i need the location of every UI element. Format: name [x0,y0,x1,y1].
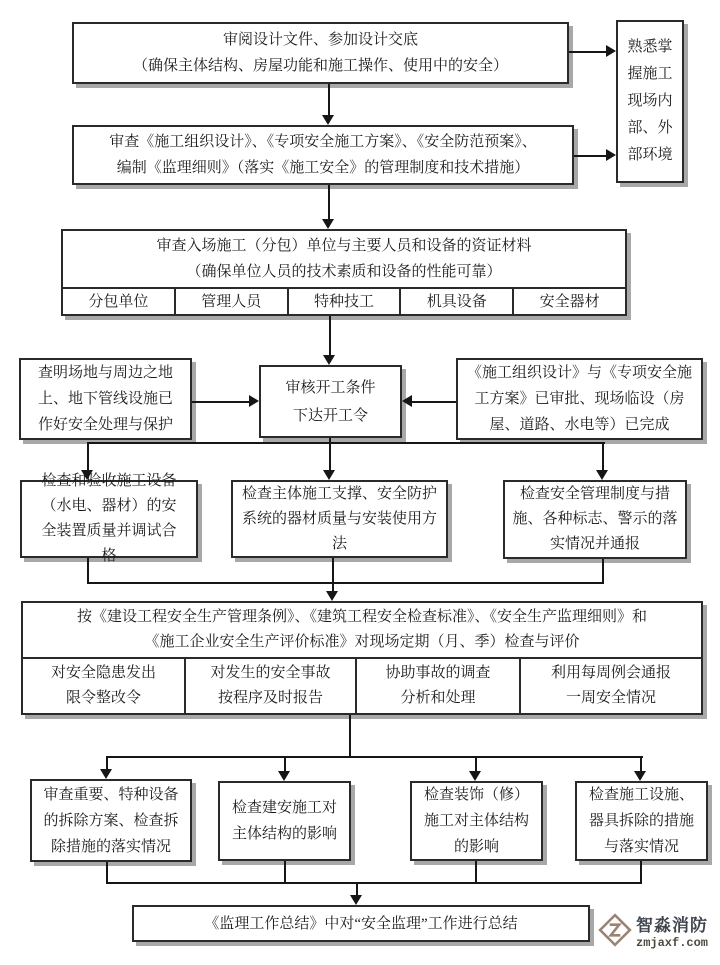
arrow-down-icon [322,115,334,125]
check-decoration-text: 检查装饰（修）施工对主体结构的影响 [423,787,529,855]
periodic-cell-weekly-meeting-line2: 一周安全情况 [565,690,656,706]
arrow-down-icon [81,470,93,480]
check-support-box [231,480,448,558]
entry-cell-special-workers: 特种技工 [287,289,400,314]
connector-branch2-b [284,758,286,772]
periodic-cell-investigation-line2: 分析和处理 [400,690,476,706]
periodic-review-row [23,657,701,713]
connector-periodic-stub [349,715,351,758]
review-plans-box [72,125,574,185]
connector-merge-left [87,558,89,584]
check-removal-text: 检查施工设施、器具拆除的措施与落实情况 [588,787,694,855]
brand-domain: zmjaxf.com [636,935,709,950]
start-conditions-box [259,365,402,438]
review-design-box [72,22,569,84]
review-demolition-box [30,779,192,862]
connector-approved-to-start [412,401,456,403]
periodic-cell-rectification-line1: 对安全隐患发出 [50,665,156,681]
connector-design-to-familiarize [569,51,607,53]
start-conditions-line1: 审核开工条件 [285,379,376,396]
periodic-cell-rectification [23,659,184,713]
periodic-cell-accident-report [184,659,355,713]
entry-cell-safety-gear: 安全器材 [512,289,625,314]
entry-review-table [61,229,627,316]
periodic-review-table [21,601,703,715]
connector-merge-right [602,559,604,584]
periodic-review-title2: 《施工企业安全生产评价标准》对现场定期（月、季）检查与评价 [144,634,580,650]
connector-merge2-b [284,861,286,884]
review-design-line1: 审阅设计文件、参加设计交底 [222,32,418,48]
entry-review-header [63,231,625,287]
entry-cell-managers: 管理人员 [174,289,287,314]
connector-merge-line-2 [106,882,642,884]
entry-cell-machinery: 机具设备 [399,289,512,314]
connector-plans-to-familiarize [574,155,607,157]
connector-merge-center [332,558,334,584]
periodic-cell-investigation-line1: 协助事故的调查 [385,665,491,681]
summary-text: 《监理工作总结》中对“安全监理”工作进行总结 [204,915,518,932]
review-demolition-text: 审查重要、特种设备的拆除方案、检查拆除措施的落实情况 [43,786,179,855]
plans-approved-box [456,358,703,440]
check-equipment-text: 检查和验收施工设备（水电、器材）的安全装置质量并调试合格 [41,473,177,564]
arrow-down-icon [322,219,334,229]
entry-review-subtitle: （确保单位人员的技术素质和设备的性能可靠） [186,264,502,280]
connector-plans-to-entry [328,185,330,220]
arrow-down-icon [469,771,481,781]
arrow-down-icon [100,769,112,779]
brand-diamond-icon [598,913,632,952]
check-equipment-box [20,473,198,564]
site-survey-text: 查明场地与周边之地上、地下管线设施已作好安全处理与保护 [37,365,173,433]
connector-branch-right [602,444,604,471]
arrow-down-icon [323,470,335,480]
periodic-cell-weekly-meeting-line1: 利用每周例会通报 [550,665,671,681]
arrow-down-icon [278,771,290,781]
connector-survey-to-start [192,401,250,403]
review-plans-line1: 审查《施工组织设计》、《专项安全施工方案》、《安全防范预案》、 [109,134,537,150]
connector-branch-center [329,444,331,471]
check-management-text: 检查安全管理制度与措施、各种标志、警示的落实情况并通报 [512,486,678,552]
connector-branch-line-1 [87,442,605,444]
arrow-right-icon [249,395,259,407]
connector-merge-line-1 [87,582,604,584]
review-plans-line2: 编制《监理细则》（落实《施工安全》的管理制度和技术措施） [116,160,530,176]
periodic-review-title1: 按《建设工程安全生产管理条例》、《建筑工程安全检查标准》、《安全生产监理细则》和 [76,609,647,625]
arrow-down-icon [596,470,608,480]
arrow-right-icon [606,45,616,57]
periodic-cell-investigation [355,659,519,713]
entry-review-row [63,287,625,314]
arrow-right-icon [606,149,616,161]
periodic-cell-accident-report-line1: 对发生的安全事故 [210,665,331,681]
connector-merge2-a [106,862,108,884]
connector-merge2-d [640,861,642,884]
connector-branch-line-2 [106,756,643,758]
periodic-review-header [23,603,701,657]
arrow-down-icon [323,355,335,365]
entry-cell-subcontractor: 分包单位 [88,293,149,310]
brand-name: 智淼消防 [636,915,708,935]
connector-branch-left [87,444,89,471]
check-support-text: 检查主体施工支撑、安全防护系统的器材质量与安装使用方法 [241,485,437,552]
arrow-down-icon [350,895,362,905]
connector-branch2-c [475,758,477,772]
plans-approved-text: 《施工组织设计》与《专项安全施工方案》已审批、现场临设（房屋、道路、水电等）已完成 [466,365,692,433]
connector-branch2-d [640,758,642,772]
familiarize-site-box [616,20,684,183]
arrow-left-icon [402,395,412,407]
periodic-cell-accident-report-line2: 按程序及时报告 [217,690,323,706]
check-decoration-box [410,781,543,861]
site-survey-box [19,358,192,440]
check-construction-text: 检查建安施工对主体结构的影响 [231,800,337,842]
review-design-line2: （确保主体结构、房屋功能和施工操作、使用中的安全） [132,58,508,74]
arrow-down-icon [326,591,338,601]
check-construction-box [218,781,351,861]
connector-design-to-plans [328,84,330,116]
connector-merge2-c [475,861,477,884]
familiarize-site-text: 熟悉掌握施工现场内部、外部环境 [627,39,673,163]
arrow-down-icon [634,771,646,781]
start-conditions-line2: 下达开工令 [292,407,368,424]
check-removal-box [575,781,708,861]
check-management-box [503,480,687,559]
periodic-cell-rectification-line2: 限令整改令 [65,690,141,706]
summary-box [132,905,590,942]
entry-review-title: 审查入场施工（分包）单位与主要人员和设备的资证材料 [156,238,532,254]
connector-entry-to-start [329,316,331,356]
watermark [598,913,708,952]
periodic-cell-weekly-meeting [519,659,701,713]
